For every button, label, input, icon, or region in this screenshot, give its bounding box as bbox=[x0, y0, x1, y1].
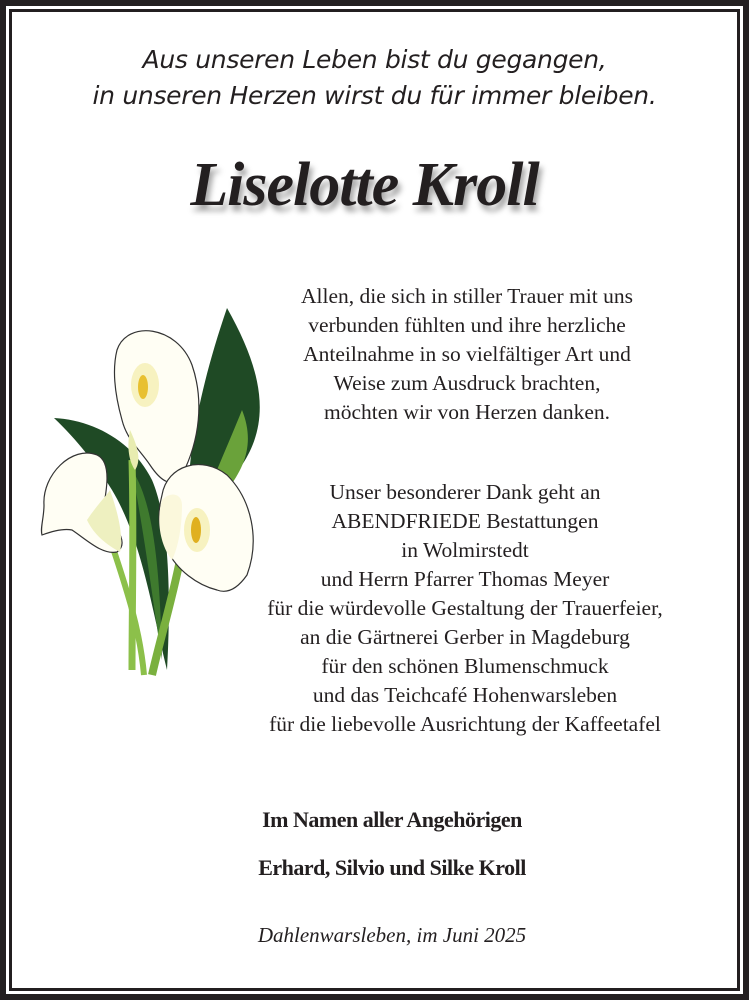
thanks-line: Anteilnahme in so vielfältiger Art und bbox=[303, 342, 631, 366]
signature-on-behalf: Im Namen aller Angehörigen bbox=[262, 807, 522, 832]
thanks-line: möchten wir von Herzen danken. bbox=[324, 400, 610, 424]
place-and-date: Dahlenwarsleben, im Juni 2025 bbox=[257, 923, 527, 947]
thanks-line: und das Teichcafé Hohenwarsleben bbox=[312, 683, 618, 707]
thanks-line: Weise zum Ausdruck brachten, bbox=[333, 371, 601, 395]
thanks-line: an die Gärtnerei Gerber in Magdeburg bbox=[300, 625, 630, 649]
signature-family-names: Erhard, Silvio und Silke Kroll bbox=[258, 855, 526, 880]
thanks-paragraph-2 bbox=[200, 478, 730, 739]
thanks-line: für die würdevolle Gestaltung der Trauerfeier, bbox=[267, 596, 663, 620]
thanks-line: verbunden fühlten und ihre herzliche bbox=[308, 313, 626, 337]
thanks-line: ABENDFRIEDE Bestattungen bbox=[331, 509, 599, 533]
thanks-line: für die liebevolle Ausrichtung der Kaffeetafel bbox=[269, 712, 661, 736]
thanks-line: in Wolmirstedt bbox=[401, 538, 529, 562]
motto-line: in unseren Herzen wirst du für immer bleiben. bbox=[92, 81, 657, 110]
motto-quote bbox=[12, 42, 737, 114]
thanks-line: für den schönen Blumenschmuck bbox=[321, 654, 609, 678]
deceased-name: Liselotte Kroll bbox=[190, 151, 539, 219]
thanks-line: Allen, die sich in stiller Trauer mit uns bbox=[300, 284, 634, 308]
thanks-paragraph-1 bbox=[242, 282, 692, 427]
thanks-line: und Herrn Pfarrer Thomas Meyer bbox=[320, 567, 610, 591]
motto-line: Aus unseren Leben bist du gegangen, bbox=[142, 45, 607, 74]
thanks-line: Unser besonderer Dank geht an bbox=[329, 480, 601, 504]
obituary-notice bbox=[12, 12, 737, 988]
